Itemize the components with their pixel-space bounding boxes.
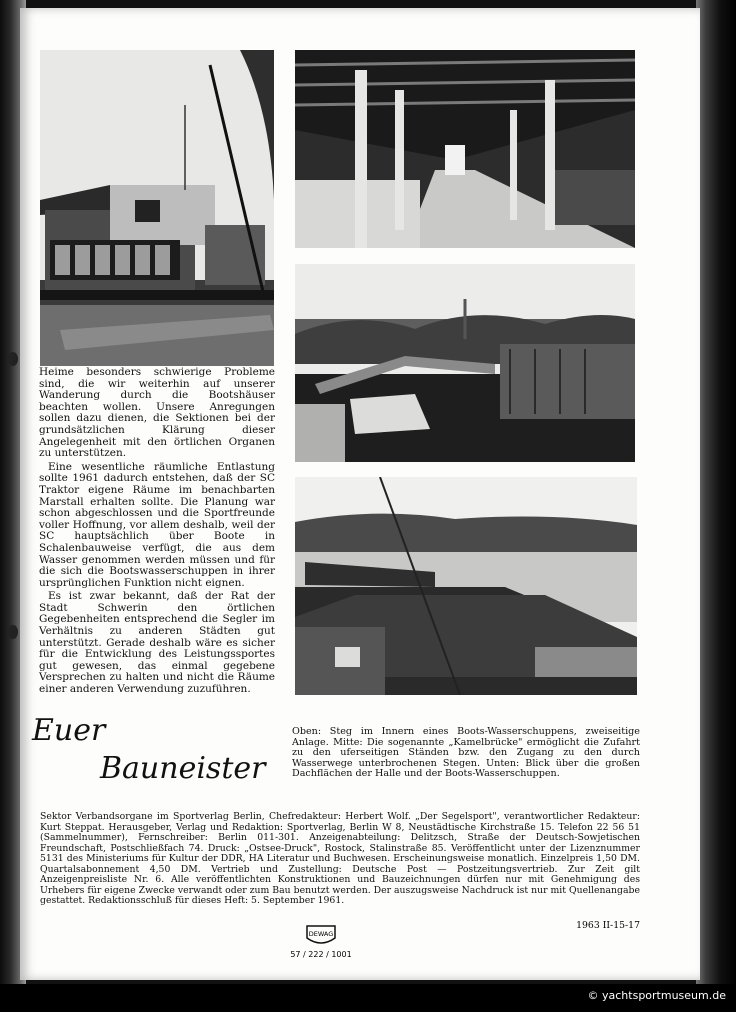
issue-id: 1963 II-15-17 [576,920,640,931]
photo-kamelbruecke [295,264,635,462]
photo-boat-shed-interior [295,50,635,248]
signature-line-1: Euer [32,713,106,748]
article-body [39,367,275,698]
article-paragraph: Heime besonders schwierige Probleme sind, die wir weiterhin auf unserer Wanderung durch die Bootshäuser beachten wollen. Unsere Anregungen sollen dazu dienen, die Sektionen bei der grundsätzlichen Klärung dieser Angelegenheit mit den örtlichen Organen zu unterstützen. [39,366,275,460]
scan-right-edge [696,0,736,1012]
photo-caption: Oben: Steg im Innern eines Boots-Wasserschuppens, zweiseitige Anlage. Mitte: Die sogenannte „Kamelbrücke" ermöglicht die Zufahrt zu den uferseitigen Ständen bzw. den Zugang zu den durch Wasserwege unterbrochenen Stegen. Unten: Blick über die großen Dachflächen der Halle und der Boots-Wasserschuppen. [292,726,640,780]
article-paragraph: Eine wesentliche räumliche Entlastung sollte 1961 dadurch entstehen, daß der SC Traktor eigene Räume im benachbarten Marstall erhalten sollte. Die Planung war schon abgeschlossen und die Sportfreunde voller Hoffnung, vor allem deshalb, weil der SC hauptsächlich über Boote in Schalenbauweise verfügt, die aus dem Wasser genommen werden müssen und für die sich die Bootswasserschuppen in ihrer ursprünglichen Funktion nicht eignen. [39,460,275,589]
logo-code: 57 / 222 / 1001 [290,950,352,959]
article-paragraph: Es ist zwar bekannt, daß der Rat der Stadt Schwerin den örtlichen Gegebenheiten entsprechend die Segler im Verhältnis zu anderen Städten gut unterstützt. Gerade deshalb wäre es sicher für die Entwicklung des Leistungssportes gut gewesen, das einmal gegebene Versprechen zu halten und nicht die Räume einer anderen Verwendung zuzuführen. [39,590,275,696]
photo-roof-view [295,477,637,695]
photo-clubhouse [40,50,274,366]
handwritten-signature [30,700,290,790]
watermark: © yachtsportmuseum.de [587,989,726,1002]
signature-line-2: Bauneister [100,751,266,786]
binder-hole [8,625,18,639]
logo-text: DEWAG [308,930,334,938]
publisher-logo-icon [303,924,339,948]
imprint-text: Sektor Verbandsorgane im Sportverlag Berlin, Chefredakteur: Herbert Wolf. „Der Segelsport", verantwortlicher Redakteur: Kurt Steppat. Herausgeber, Verlag und Redaktion: Sportverlag, Berlin W 8, Neustädtische Kirchstraße 15. Telefon 22 56 51 (Sammelnummer), Fernschreiber: Berlin 011-301. Anzeigenabteilung: Delitzsch, Straße der Deutsch-Sowjetischen Freundschaft, Postschließfach 74. Druck: „Ostsee-Druck", Rostock, Stalinstraße 85. Veröffentlicht unter der Lizenznummer 5131 des Ministeriums für Kultur der DDR, HA Literatur und Buchwesen. Erscheinungsweise monatlich. Einzelpreis 1,50 DM. Quartalsabonnement 4,50 DM. Vertrieb und Zustellung: Deutsche Post — Postzeitungsvertrieb. Zur Zeit gilt Anzeigenpreisliste Nr. 6. Alle veröffentlichten Konstruktionen und Bauzeichnungen dürfen nur mit Genehmigung des Urhebers für eigene Zwecke verwandt oder zum Bau benutzt werden. Der auszugsweise Nachdruck ist nur mit Quellenangabe gestattet. Redaktionsschluß für dieses Heft: 5. September 1961. [40,811,640,906]
binder-hole [8,352,18,366]
